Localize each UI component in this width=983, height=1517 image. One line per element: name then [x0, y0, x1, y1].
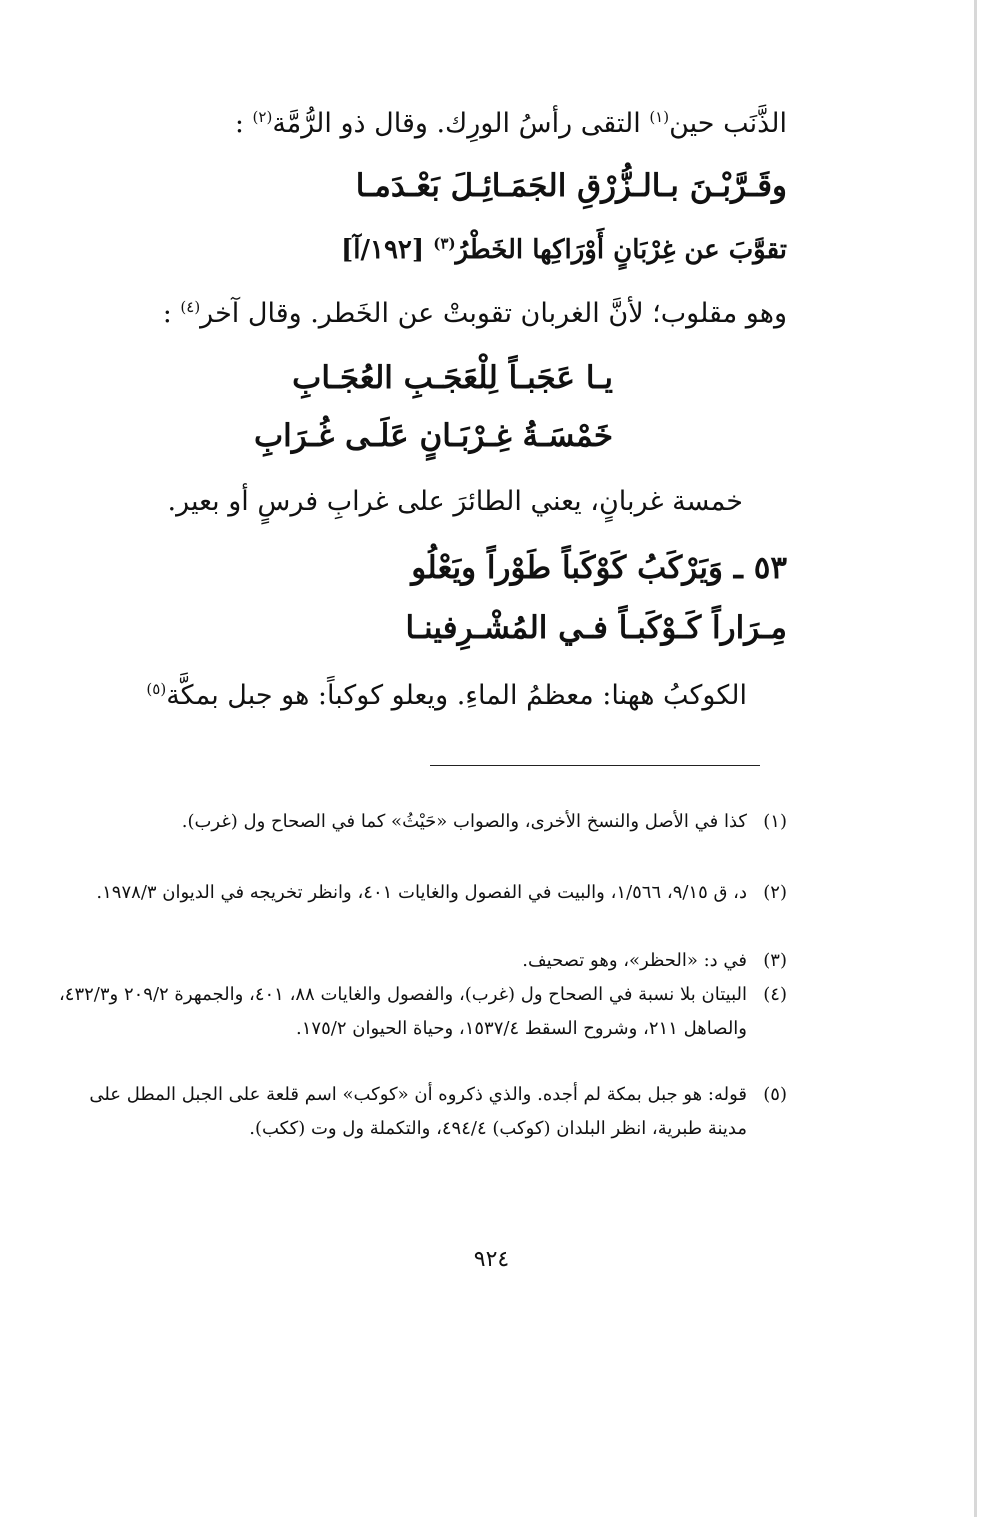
verse-1-hemistich-2	[341, 235, 787, 265]
footnote-text: البيتان بلا نسبة في الصحاح ول (غرب)، والفصول والغايات ٨٨، ٤٠١، والجمهرة ٢٠٩/٢ و٤٣٢/٣، والصاهل ٢١١، وشروح السقط ١٥٣٧/٤، وحياة الحيوان ١٧٥/٢.	[58, 984, 747, 1039]
body-line-3	[163, 298, 787, 329]
text-segment: وهو مقلوب؛ لأنَّ الغربان تقوبتْ عن الخَطر. وقال آخر	[200, 298, 787, 329]
footnote-text: في د: «الحظر»، وهو تصحيف.	[522, 950, 747, 971]
text-segment: الذَّنَب حين	[669, 108, 787, 139]
verse-53-hemistich-2: مِـرَاراً كَـوْكَبـاً فـي المُشْـرِفينـا	[405, 610, 787, 646]
body-line-1	[235, 108, 787, 139]
footnote-ref-1: (١)	[649, 108, 670, 126]
footnote-text: كذا في الأصل والنسخ الأخرى، والصواب «حَيْثُ» كما في الصحاح ول (غرب).	[181, 811, 747, 832]
page-number: ٩٢٤	[473, 1247, 510, 1272]
manuscript-folio-ref: [١٩٢/آ]	[340, 235, 434, 265]
footnote-number: (٤)	[763, 984, 787, 1005]
footnote-number: (٣)	[763, 950, 787, 971]
body-line-5	[146, 680, 747, 711]
text-segment: التقى رأسُ الورِك. وقال ذو الرُّمَّة	[272, 108, 650, 139]
verse-2-hemistich-1: يـا عَجَبـاً لِلْعَجَـبِ العُجَـابِ	[292, 360, 613, 396]
verse-dash: ـ	[723, 550, 754, 586]
verse-number: ٥٣	[753, 550, 787, 586]
footnote-1	[57, 805, 787, 839]
footnote-ref-2: (٢)	[252, 108, 273, 126]
footnote-number: (٢)	[763, 882, 787, 903]
footnote-text: د، ق ٩/١٥، ١/٥٦٦، والبيت في الفصول والغايات ٤٠١، وانظر تخريجه في الديوان ١٩٧٨/٣.	[96, 882, 747, 903]
footnote-ref-3: (٣)	[433, 234, 456, 253]
footnote-3	[57, 944, 787, 978]
footnote-5	[57, 1078, 787, 1146]
text-segment: :	[234, 108, 253, 139]
text-segment: :	[162, 298, 181, 329]
footnote-4	[57, 978, 787, 1046]
verse-text: تقوَّبَ عن غِرْبَانٍ أَوْرَاكِها الخَطْرُ	[455, 235, 787, 265]
verse-1-hemistich-1: وقَـرَّبْـنَ بـالـزُّرْقِ الجَمَـائِـلَ بَعْـدَمـا	[355, 168, 787, 204]
footnote-number: (١)	[763, 811, 787, 832]
footnote-separator	[430, 765, 760, 766]
verse-53-hemistich-1	[411, 550, 787, 586]
footnote-text: قوله: هو جبل بمكة لم أجده. والذي ذكروه أن «كوكب» اسم قلعة على الجبل المطل على مدينة طبرية، انظر البلدان (كوكب) ٤٩٤/٤، والتكملة ول وت (ككب).	[89, 1084, 747, 1139]
footnote-number: (٥)	[763, 1084, 787, 1105]
body-line-4: خمسة غربانٍ، يعني الطائرَ على غرابِ فرسٍ أو بعير.	[167, 486, 743, 517]
footnote-2	[57, 876, 787, 910]
verse-2-hemistich-2: خَمْسَـةُ غِـرْبَـانٍ عَلَـى غُـرَابِ	[253, 418, 613, 454]
text-segment: الكوكبُ ههنا: معظمُ الماءِ. ويعلو كوكباً: هو جبل بمكَّة	[166, 680, 747, 711]
footnote-ref-4: (٤)	[180, 298, 201, 316]
footnote-ref-5: (٥)	[146, 680, 167, 698]
verse-text: وَيَرْكَبُ كَوْكَباً طَوْراً ويَعْلُو	[411, 550, 724, 586]
